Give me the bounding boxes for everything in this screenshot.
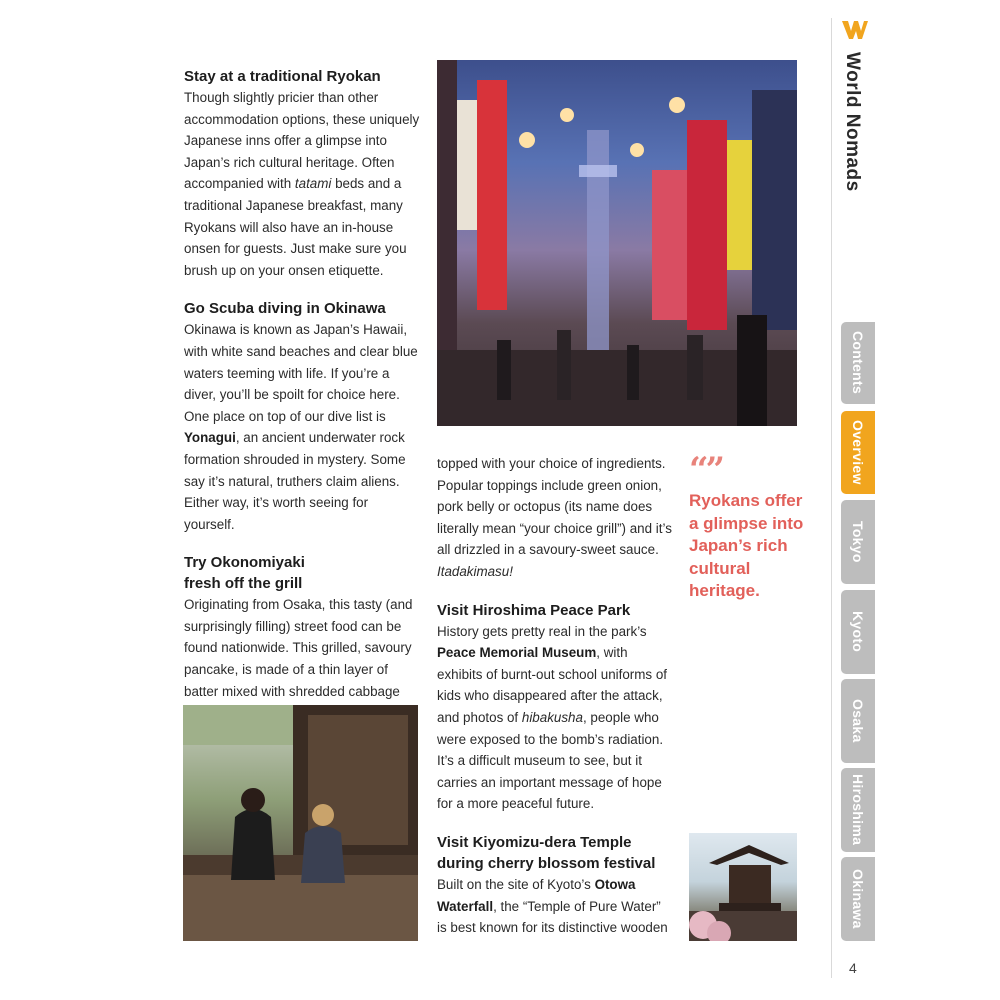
section-body-scuba: Okinawa is known as Japan’s Hawaii, with white sand beaches and clear blue waters teeming with life. If you’re a diver, you’ll be spoilt for choice here. One place on top of our dive list is Yonagui, an ancient underwater rock formation shrouded in mystery. Some say it’s natural, truthers claim aliens. Either way, it’s worth seeing for yourself. bbox=[184, 322, 418, 532]
section-title-kiyomizu: Visit Kiyomizu-dera Temple during cherry blossom festival bbox=[437, 833, 656, 872]
section-title-hiroshima: Visit Hiroshima Peace Park bbox=[437, 601, 631, 619]
section-title-ryokan: Stay at a traditional Ryokan bbox=[184, 68, 381, 85]
section-body-okonomiyaki: Originating from Osaka, this tasty (and surprisingly filling) street food can be found nationwide. This grilled, savoury pancake, is made of a thin layer of batter mixed with shredded cabbage bbox=[184, 597, 413, 699]
side-divider bbox=[831, 18, 832, 978]
osaka-street-photo bbox=[437, 60, 797, 426]
tab-label: Tokyo bbox=[850, 521, 866, 563]
section-title-scuba: Go Scuba diving in Okinawa bbox=[184, 300, 386, 318]
tab-kyoto[interactable] bbox=[841, 590, 875, 674]
brand-name: World Nomads bbox=[842, 52, 863, 192]
tab-label: Overview bbox=[850, 420, 866, 485]
tab-okinawa[interactable] bbox=[841, 857, 875, 941]
pull-quote-text: Ryokans offer a glimpse into Japan’s rich cultural heritage. bbox=[689, 491, 804, 601]
tab-contents[interactable] bbox=[841, 322, 875, 404]
tab-overview[interactable] bbox=[841, 411, 875, 494]
section-title-okonomiyaki: Try Okonomiyaki fresh off the grill bbox=[184, 554, 305, 593]
quote-mark-icon: “” bbox=[689, 450, 723, 490]
section-body-hiroshima: History gets pretty real in the park’s Peace Memorial Museum, with exhibits of burnt-out school uniforms of kids who disappeared after the attack, and photos of hibakusha, people who were exposed to the bomb’s radiation. It’s a difficult museum to see, but it carries an important message of hope for a more peaceful future. bbox=[437, 623, 667, 812]
column-left bbox=[184, 66, 422, 724]
ryokan-couple-photo bbox=[183, 705, 418, 941]
page-number: 4 bbox=[849, 960, 857, 976]
tab-label: Hiroshima bbox=[850, 774, 866, 846]
wn-logo-icon bbox=[840, 18, 870, 42]
tab-hiroshima[interactable] bbox=[841, 768, 875, 852]
tab-label: Contents bbox=[850, 331, 866, 395]
tab-label: Okinawa bbox=[850, 869, 866, 929]
pull-quote bbox=[689, 452, 809, 603]
section-body-kiyomizu: Built on the site of Kyoto’s Otowa Waterfall, the “Temple of Pure Water” is best known for its distinctive wooden bbox=[437, 876, 668, 936]
brand bbox=[838, 18, 872, 218]
section-body-okonomiyaki-continued: topped with your choice of ingredients. Popular toppings include green onion, pork belly or octopus (its name does literally mean “your choice grill”) and it’s all drizzled in a savoury-sweet sauce. Itadakimasu! bbox=[437, 456, 672, 579]
section-body-ryokan: Though slightly pricier than other accommodation options, these uniquely Japanese inns offer a glimpse into Japan’s rich cultural heritage. Often accompanied with tatami beds and a traditional Japanese breakfast, many Ryokans will also have an in-house onsen for guests. Just make sure you brush up on your onsen etiquette. bbox=[184, 90, 420, 278]
column-middle bbox=[437, 453, 673, 939]
tab-label: Kyoto bbox=[850, 611, 866, 653]
tab-osaka[interactable] bbox=[841, 679, 875, 763]
kiyomizu-temple-photo bbox=[689, 833, 797, 941]
tab-label: Osaka bbox=[850, 699, 866, 743]
tab-tokyo[interactable] bbox=[841, 500, 875, 584]
